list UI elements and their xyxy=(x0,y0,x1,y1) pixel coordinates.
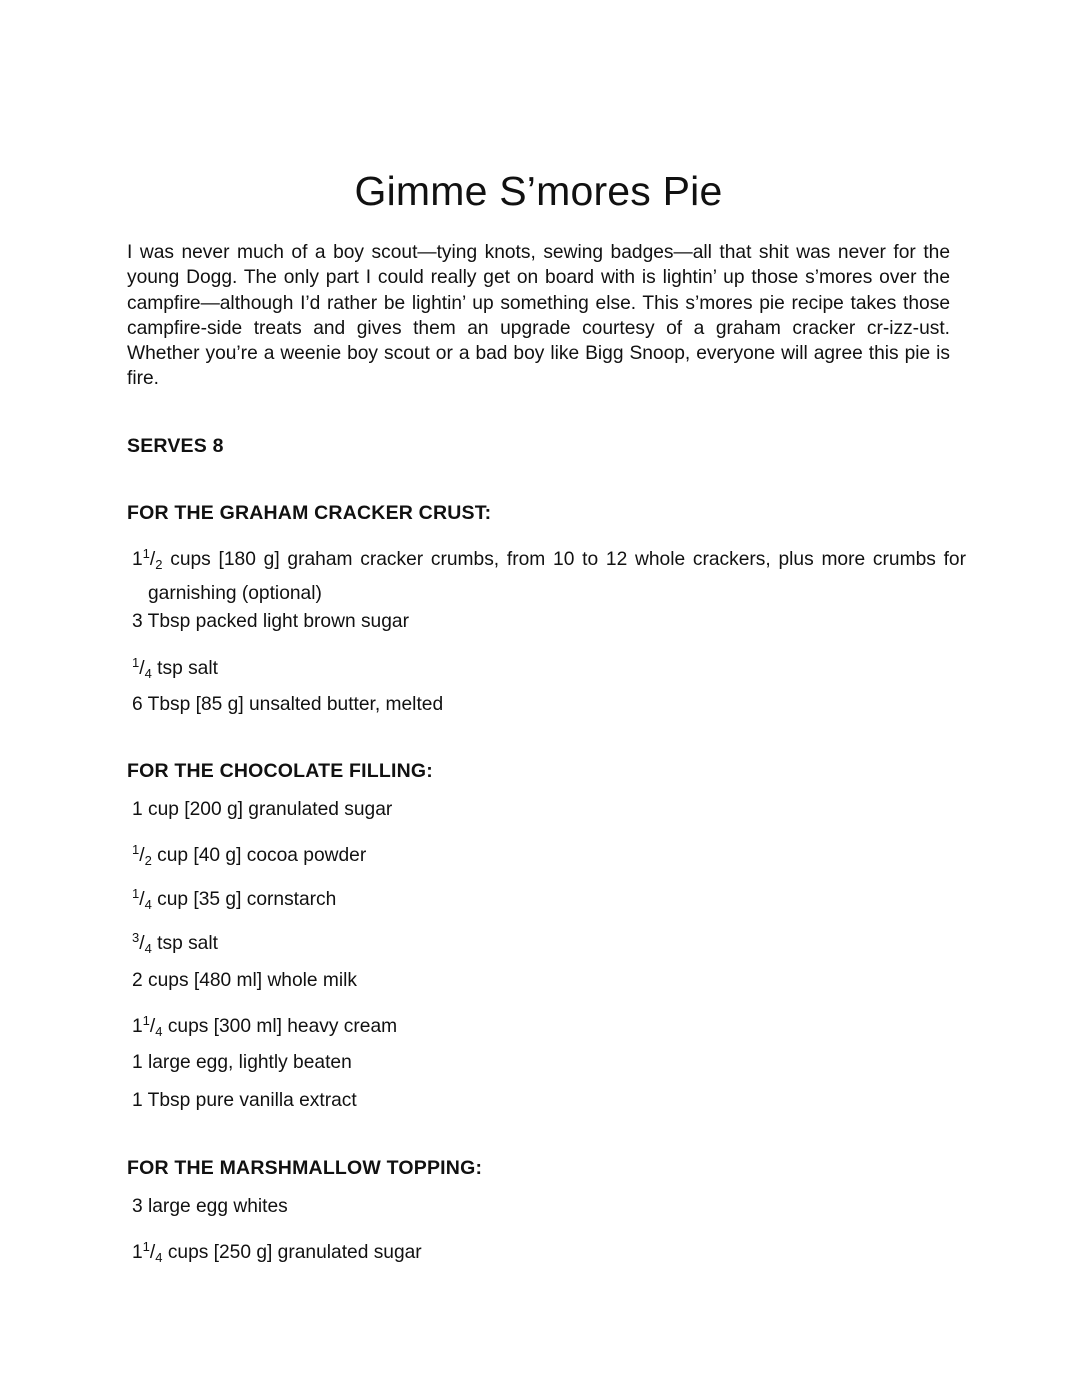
frac-den: 4 xyxy=(144,666,152,681)
frac-num: 1 xyxy=(142,1013,150,1028)
serves-label: SERVES 8 xyxy=(127,435,224,457)
frac-den: 2 xyxy=(144,853,152,868)
recipe-intro: I was never much of a boy scout—tying knots, sewing badges—all that shit was never for the young Dogg. The only part I could really get on board with is lightin’ up those s’mores over the campfire—although I’d rather be lightin’ up something else. This s’mores pie recipe takes those campfire-side treats and gives them an upgrade courtesy of a graham cracker cr-izz-ust. Whether you’re a weenie boy scout or a bad boy like Bigg Snoop, everyone will agree this pie is fire. xyxy=(127,242,950,390)
section-heading: FOR THE MARSHMALLOW TOPPING: xyxy=(127,1157,483,1179)
section-topping xyxy=(127,1157,950,1265)
frac-whole: 1 xyxy=(132,549,143,570)
frac-num: 1 xyxy=(142,546,150,561)
ingredient-text: 6 Tbsp [85 g] unsalted butter, melted xyxy=(132,694,444,715)
frac-num: 3 xyxy=(132,930,140,945)
ingredient-item: $1^1/_4$ cups [300 ml] heavy cream xyxy=(132,1013,398,1039)
ingredient-item: $^3/_4$ tsp salt xyxy=(132,930,218,956)
ingredient-text: 1 Tbsp pure vanilla extract xyxy=(132,1090,357,1111)
frac-den: 4 xyxy=(155,1250,163,1265)
frac-num: 1 xyxy=(132,886,140,901)
ingredient-item xyxy=(132,1192,950,1221)
ingredient-text: tsp salt xyxy=(151,933,218,954)
frac-num: 1 xyxy=(132,655,140,670)
ingredient-text: cups [180 g] graham cracker crumbs, from 10 to 12 whole crackers, plus more crumbs for garnishing (optional) xyxy=(148,549,966,604)
ingredient-item: $^1/_2$ cup [40 g] cocoa powder xyxy=(132,842,367,868)
ingredient-item xyxy=(132,795,950,824)
frac-den: 2 xyxy=(155,557,163,572)
frac-whole: 1 xyxy=(132,1016,143,1037)
ingredient-text: 2 cups [480 ml] whole milk xyxy=(132,970,358,991)
ingredient-item: $^1/_4$ tsp salt xyxy=(132,655,218,681)
frac-whole: 1 xyxy=(132,1242,143,1263)
ingredient-text: 3 Tbsp packed light brown sugar xyxy=(132,611,409,632)
frac-num: 1 xyxy=(142,1239,150,1254)
ingredient-text: tsp salt xyxy=(151,658,218,679)
frac-den: 4 xyxy=(144,897,152,912)
ingredient-item xyxy=(132,966,950,995)
ingredient-item xyxy=(132,1048,950,1077)
section-filling xyxy=(127,760,950,1111)
ingredient-text: 1 cup [200 g] granulated sugar xyxy=(132,799,393,820)
ingredient-item: $1^1/_4$ cups [250 g] granulated sugar xyxy=(132,1239,422,1265)
recipe-title: Gimme S’mores Pie xyxy=(354,168,723,214)
frac-den: 4 xyxy=(144,941,152,956)
ingredient-item xyxy=(132,607,950,636)
ingredient-text: cup [35 g] cornstarch xyxy=(151,889,337,910)
ingredient-item xyxy=(132,690,950,719)
frac-den: 4 xyxy=(155,1024,163,1039)
ingredient-text: cup [40 g] cocoa powder xyxy=(151,845,367,866)
section-heading: FOR THE GRAHAM CRACKER CRUST: xyxy=(127,502,492,524)
ingredient-text: 3 large egg whites xyxy=(132,1196,288,1217)
ingredient-item: $1^1/_2$ cups [180 g] graham cracker crumbs, from 10 to 12 whole crackers, plus more crumbs for garnishing (optional) xyxy=(132,546,966,604)
ingredient-item xyxy=(132,1086,950,1115)
frac-num: 1 xyxy=(132,842,140,857)
ingredient-text: 1 large egg, lightly beaten xyxy=(132,1052,352,1073)
ingredient-text: cups [250 g] granulated sugar xyxy=(162,1242,422,1263)
section-crust xyxy=(127,502,966,715)
ingredient-item: $^1/_4$ cup [35 g] cornstarch xyxy=(132,886,337,912)
section-heading: FOR THE CHOCOLATE FILLING: xyxy=(127,760,433,782)
ingredient-text: cups [300 ml] heavy cream xyxy=(162,1016,398,1037)
